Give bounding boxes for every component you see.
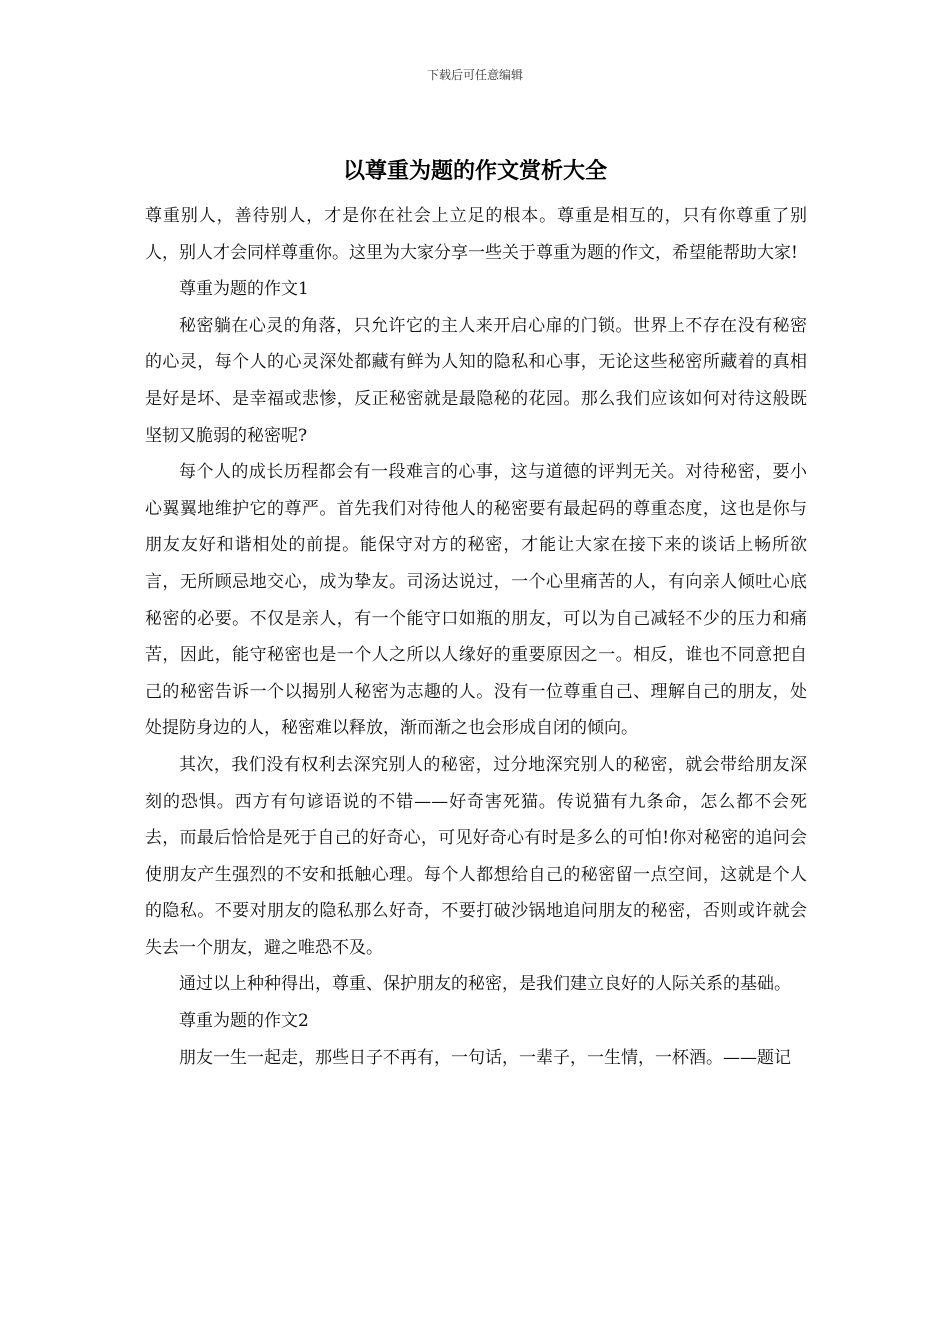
body-paragraph: 每个人的成长历程都会有一段难言的心事，这与道德的评判无关。对待秘密，要小心翼翼地维护它的尊严。首先我们对待他人的秘密要有最起码的尊重态度，这也是你与朋友友好和谐相处的前提。能保守对方的秘密，才能让大家在接下来的谈话上畅所欲言，无所顾忌地交心，成为挚友。司汤达说过，一个心里痛苦的人，有向亲人倾吐心底秘密的必要。不仅是亲人，有一个能守口如瓶的朋友，可以为自己减轻不少的压力和痛苦，因此，能守秘密也是一个人之所以人缘好的重要原因之一。相反，谁也不同意把自己的秘密告诉一个以揭别人秘密为志趣的人。没有一位尊重自己、理解自己的朋友，处处提防身边的人，秘密难以释放，渐而渐之也会形成自闭的倾向。: [145, 462, 807, 739]
body-paragraph: 通过以上种种得出，尊重、保护朋友的秘密，是我们建立良好的人际关系的基础。: [179, 974, 791, 995]
document-title: 以尊重为题的作文赏析大全: [342, 159, 607, 184]
header-note: 下载后可任意编辑: [426, 68, 523, 82]
body-paragraph: 朋友一生一起走，那些日子不再有，一句话，一辈子，一生情，一杯酒。——题记: [179, 1047, 791, 1068]
intro-paragraph: 尊重别人，善待别人，才是你在社会上立足的根本。尊重是相互的，只有你尊重了别人，别人才会同样尊重你。这里为大家分享一些关于尊重为题的作文，希望能帮助大家!: [145, 206, 807, 263]
document-body: [145, 198, 807, 1076]
section-heading-essay-1: 尊重为题的作文1: [179, 279, 309, 300]
body-paragraph: 其次，我们没有权利去深究别人的秘密，过分地深究别人的秘密，就会带给朋友深刻的恐惧。西方有句谚语说的不错——好奇害死猫。传说猫有九条命，怎么都不会死去，而最后恰恰是死于自己的好奇心，可见好奇心有时是多么的可怕!你对秘密的追问会使朋友产生强烈的不安和抵触心理。每个人都想给自己的秘密留一点空间，这就是个人的隐私。不要对朋友的隐私那么好奇，不要打破沙锅地追问朋友的秘密，否则或许就会失去一个朋友，避之唯恐不及。: [145, 754, 807, 958]
body-paragraph: 秘密躺在心灵的角落，只允许它的主人来开启心扉的门锁。世界上不存在没有秘密的心灵，每个人的心灵深处都藏有鲜为人知的隐私和心事，无论这些秘密所藏着的真相是好是坏、是幸福或悲惨，反正秘密就是最隐秘的花园。那么我们应该如何对待这般既坚韧又脆弱的秘密呢?: [145, 315, 807, 446]
section-heading-essay-2: 尊重为题的作文2: [179, 1011, 309, 1032]
